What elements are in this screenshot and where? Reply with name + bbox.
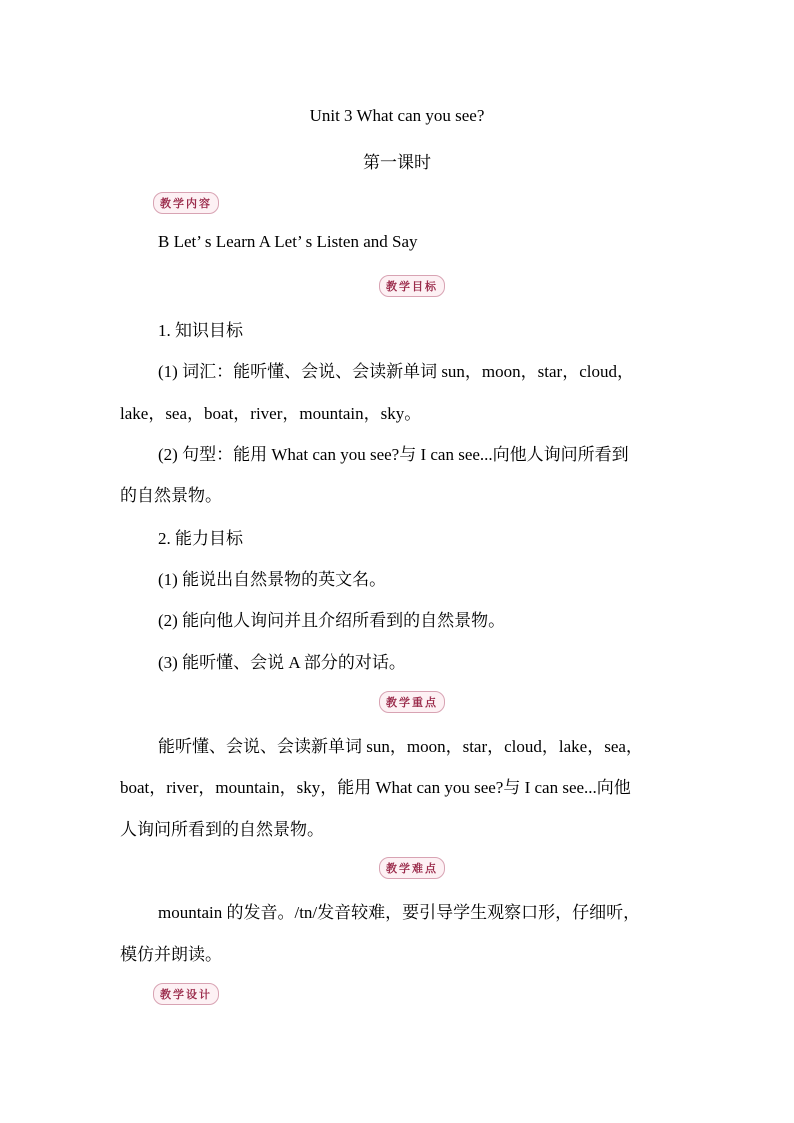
section-badge-objectives: 教学目标: [379, 275, 445, 297]
section-badge-key-points: 教学重点: [379, 691, 445, 713]
section-badge-design: 教学设计: [153, 983, 219, 1005]
knowledge-heading: 1. 知识目标: [158, 321, 243, 340]
key-points-line-2: boat，river，mountain，sky，能用 What can you see?与 I can see...向他: [120, 778, 631, 797]
content-text: B Let’ s Learn A Let’ s Listen and Say: [158, 232, 418, 251]
key-points-line-1: 能听懂、会说、会读新单词 sun，moon，star，cloud，lake，sea，: [158, 737, 643, 756]
ability-item-1: (1) 能说出自然景物的英文名。: [158, 570, 387, 589]
difficulties-line-1: mountain 的发音。/tn/发音较难，要引导学生观察口形，仔细听，: [158, 903, 641, 922]
lesson-subtitle: 第一课时: [363, 153, 431, 172]
ability-item-3: (3) 能听懂、会说 A 部分的对话。: [158, 653, 406, 672]
page-title: Unit 3 What can you see?: [309, 106, 485, 125]
section-badge-content: 教学内容: [153, 192, 219, 214]
section-badge-difficulties: 教学难点: [379, 857, 445, 879]
vocab-line-2: lake，sea，boat，river，mountain，sky。: [120, 404, 422, 423]
pattern-line-1: (2) 句型：能用 What can you see?与 I can see...向他人询问所看到: [158, 445, 629, 464]
ability-item-2: (2) 能向他人询问并且介绍所看到的自然景物。: [158, 611, 506, 630]
difficulties-line-2: 模仿并朗读。: [120, 945, 222, 964]
vocab-line-1: (1) 词汇：能听懂、会说、会读新单词 sun，moon，star，cloud，: [158, 362, 634, 381]
key-points-line-3: 人询问所看到的自然景物。: [120, 820, 324, 839]
pattern-line-2: 的自然景物。: [120, 486, 222, 505]
ability-heading: 2. 能力目标: [158, 529, 243, 548]
